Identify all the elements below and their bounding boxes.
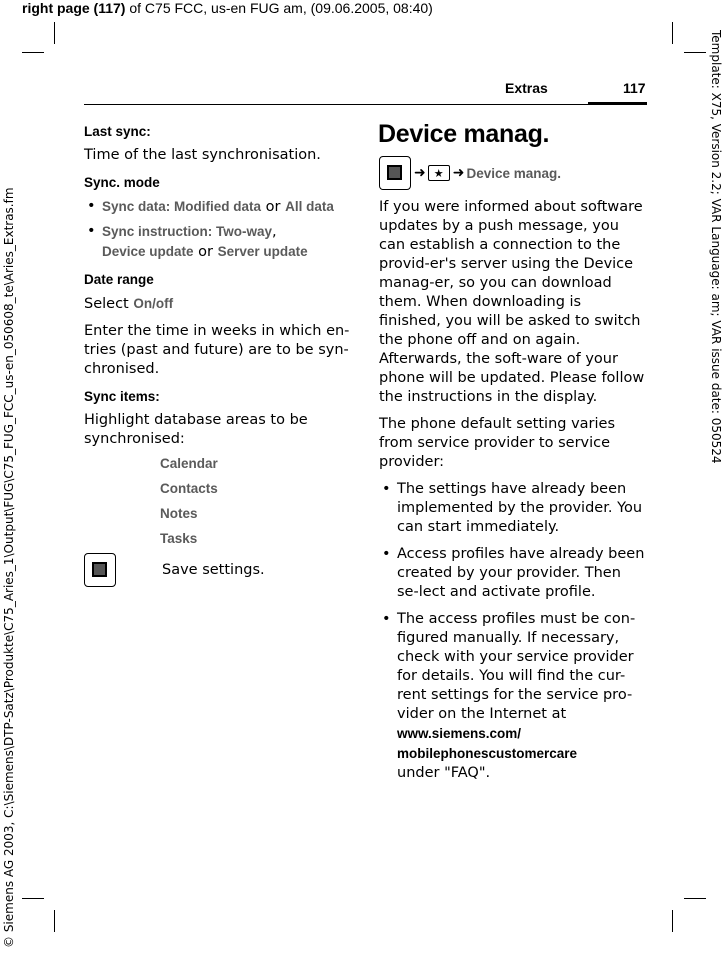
device-update-option: Device update [102, 244, 194, 259]
crop-mark [22, 898, 44, 899]
list-item: • The settings have already been implemented by the provider. You can start immediately. [382, 481, 643, 535]
sync-mode-list [84, 197, 354, 262]
or-text: or [193, 244, 218, 260]
chapter-title: Extras [505, 80, 548, 96]
print-info-page: right page (117) [22, 0, 126, 16]
date-range-select [84, 294, 354, 314]
print-info-details: of C75 FCC, us-en FUG am, (09.06.2005, 08:40) [125, 0, 433, 16]
crop-mark [672, 22, 673, 44]
option-tasks: Tasks [160, 531, 198, 546]
or-text: or [261, 199, 286, 215]
print-info-line [22, 0, 433, 16]
sync-items-text: Highlight database areas to be synchronised: [84, 412, 308, 447]
provider-bullet-text: Access profiles have already been created by your provider. Then se-lect and activate profile. [397, 546, 645, 600]
on-off-option: On/off [133, 296, 174, 311]
select-key-icon [379, 156, 411, 190]
option-contacts: Contacts [160, 481, 218, 496]
arrow-icon: ➜ [452, 164, 465, 181]
last-sync-text: Time of the last synchronisation. [84, 147, 321, 163]
save-settings-row [84, 553, 354, 587]
option-notes: Notes [160, 506, 198, 521]
crop-mark [684, 52, 706, 53]
date-range-label: Date range [84, 272, 154, 287]
right-column [379, 118, 647, 791]
sync-instruction-option: Sync instruction: Two-way [102, 224, 273, 239]
page-number: 117 [623, 80, 646, 96]
sync-items-label: Sync items: [84, 389, 160, 404]
section-title: Device manag. [378, 120, 550, 148]
faq-text: under "FAQ". [397, 765, 491, 781]
crop-mark [672, 910, 673, 932]
select-key-icon [84, 553, 116, 587]
last-sync-label: Last sync: [84, 124, 151, 139]
sync-mode-label: Sync. mode [84, 175, 160, 190]
template-info: Template: X75, Version 2.2; VAR Language: am; VAR issue date: 050524 [709, 30, 723, 464]
server-update-option: Server update [217, 244, 308, 259]
intro-paragraph: If you were informed about software updates by a push message, you can establish a connection to the provid-er's server using the Device manag-er, so you can download them. When downloading is finished, you will be asked to switch the phone off and on again. Afterwards, the soft-ware of your phone will be updated. Please follow the instructions in the display. [379, 199, 645, 405]
menu-path [379, 156, 647, 190]
crop-mark [54, 22, 55, 44]
header-rule [84, 104, 647, 105]
header-rule-accent [588, 102, 647, 105]
comma-text: , [272, 224, 277, 240]
select-word: Select [84, 296, 134, 312]
list-item: • Sync data: Modified data or All data [87, 198, 334, 215]
default-setting-paragraph: The phone default setting varies from service provider to service provider: [379, 416, 616, 470]
copyright-path: © Siemens AG 2003, C:\Siemens\DTP-Satz\Produkte\C75_Aries_1\Output\FUG\C75_FUG_FCC_us-en_050608_te\Aries_Extras.fm [2, 187, 16, 948]
list-item: • Access profiles have already been created by your provider. Then se-lect and activate profile. [382, 546, 645, 600]
provider-list [379, 480, 647, 783]
star-key-icon: ★ [428, 165, 450, 181]
crop-mark [54, 910, 55, 932]
provider-bullet-text: The settings have already been implemented by the provider. You can start immediately. [397, 481, 643, 535]
menu-path-label: Device manag. [466, 165, 562, 181]
all-data-option: All data [285, 199, 334, 214]
sync-data-option: Sync data: Modified data [102, 199, 262, 214]
website-url: www.siemens.com/ [397, 726, 522, 741]
list-item: • Sync instruction: Two-way, Device update or Server update [87, 223, 308, 260]
crop-mark [684, 898, 706, 899]
save-settings-text: Save settings. [162, 561, 265, 578]
arrow-icon: ➜ [414, 164, 426, 181]
crop-mark [22, 52, 44, 53]
date-range-text: Enter the time in weeks in which en-tries (past and future) are to be syn-chronised. [84, 323, 350, 377]
option-calendar: Calendar [160, 456, 218, 471]
website-url: mobilephonescustomercare [397, 746, 578, 761]
left-column [84, 122, 354, 587]
provider-bullet-text: The access profiles must be con-figured manually. If necessary, check with your service provider for details. You will find the cur-rent settings for the service pro-vider on the Internet at [397, 611, 636, 722]
list-item: • The access profiles must be con-figured manually. If necessary, check with your service provider for details. You will find the cur-rent settings for the service pro-vider on the Internet at www.siemens.com/ mobilephonescustomercare under "FAQ". [382, 611, 636, 781]
